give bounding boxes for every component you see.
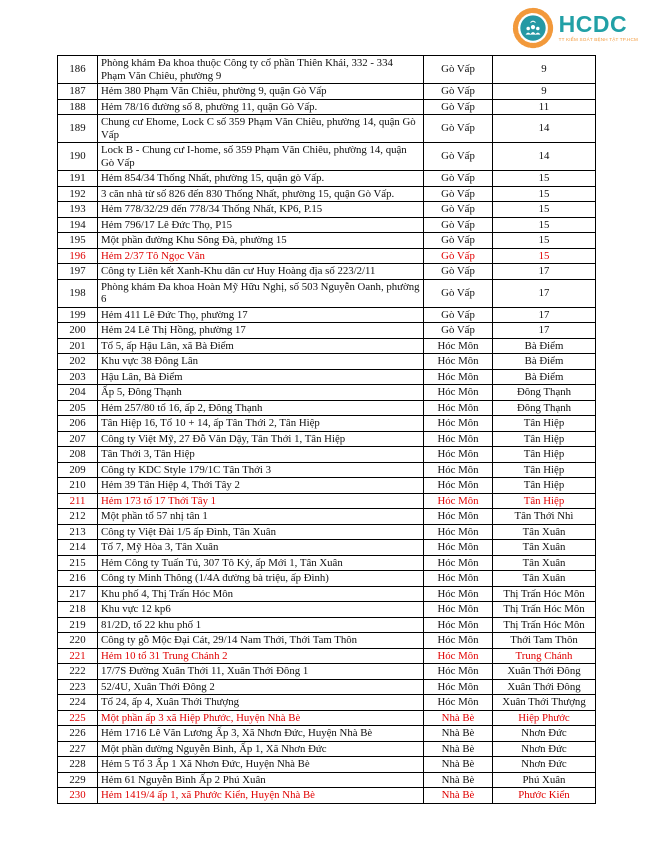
row-number: 199 (58, 307, 98, 323)
table-row (58, 279, 596, 307)
row-address: Hậu Lân, Bà Điểm (98, 369, 424, 385)
hcdc-logo-textwrap (559, 13, 638, 42)
row-ward: Nhơn Đức (493, 757, 596, 773)
row-ward: Xuân Thới Đông (493, 664, 596, 680)
row-address: Khu vực 38 Đông Lân (98, 354, 424, 370)
table-row (58, 772, 596, 788)
row-number: 213 (58, 524, 98, 540)
row-address: Phòng khám Đa khoa thuộc Công ty cổ phần Thiên Khái, 332 - 334 Phạm Văn Chiêu, phường 9 (98, 56, 424, 84)
row-district: Hóc Môn (424, 679, 493, 695)
table-row (58, 84, 596, 100)
row-district: Nhà Bè (424, 726, 493, 742)
row-number: 187 (58, 84, 98, 100)
row-address: Hẻm 257/80 tổ 16, ấp 2, Đông Thạnh (98, 400, 424, 416)
row-ward: Tân Thới Nhì (493, 509, 596, 525)
row-district: Gò Vấp (424, 99, 493, 115)
table-row (58, 202, 596, 218)
table-row (58, 726, 596, 742)
row-ward: Xuân Thới Thượng (493, 695, 596, 711)
table-row (58, 447, 596, 463)
row-district: Nhà Bè (424, 772, 493, 788)
hcdc-logo-icon (512, 7, 554, 49)
row-address: Hẻm Công ty Tuấn Tú, 307 Tô Ký, ấp Mới 1, Tân Xuân (98, 555, 424, 571)
row-ward: Tân Hiệp (493, 478, 596, 494)
hcdc-logo (512, 7, 638, 49)
row-number: 189 (58, 115, 98, 143)
row-address: Công ty Việt Đài 1/5 ấp Đình, Tân Xuân (98, 524, 424, 540)
table-row (58, 354, 596, 370)
row-address: Khu phố 4, Thị Trấn Hóc Môn (98, 586, 424, 602)
row-address: Một phần ấp 3 xã Hiệp Phước, Huyện Nhà Bè (98, 710, 424, 726)
row-number: 226 (58, 726, 98, 742)
row-district: Gò Vấp (424, 323, 493, 339)
row-ward: 9 (493, 84, 596, 100)
table-row (58, 416, 596, 432)
row-number: 229 (58, 772, 98, 788)
table-row (58, 602, 596, 618)
row-address: Công ty Minh Thông (1/4A đường bà triệu, ấp Đình) (98, 571, 424, 587)
row-address: Một phần tổ 57 nhị tân 1 (98, 509, 424, 525)
row-number: 186 (58, 56, 98, 84)
table-row (58, 540, 596, 556)
row-address: Hẻm 1419/4 ấp 1, xã Phước Kiển, Huyện Nhà Bè (98, 788, 424, 804)
row-district: Hóc Môn (424, 555, 493, 571)
row-ward: Thị Trấn Hóc Môn (493, 602, 596, 618)
row-address: 17/7S Đường Xuân Thới 11, Xuân Thới Đông 1 (98, 664, 424, 680)
row-number: 210 (58, 478, 98, 494)
row-address: Công ty gỗ Mộc Đại Cát, 29/14 Nam Thới, Thới Tam Thôn (98, 633, 424, 649)
row-district: Hóc Môn (424, 478, 493, 494)
row-number: 219 (58, 617, 98, 633)
row-district: Gò Vấp (424, 143, 493, 171)
row-address: Một phần đường Khu Sông Đà, phường 15 (98, 233, 424, 249)
row-ward: Thị Trấn Hóc Môn (493, 586, 596, 602)
table-row (58, 186, 596, 202)
row-number: 206 (58, 416, 98, 432)
row-ward: 15 (493, 171, 596, 187)
row-address: Công ty Việt Mỹ, 27 Đỗ Văn Dậy, Tân Thới 1, Tân Hiệp (98, 431, 424, 447)
row-ward: 15 (493, 217, 596, 233)
table-row (58, 710, 596, 726)
row-ward: 17 (493, 307, 596, 323)
row-district: Hóc Môn (424, 695, 493, 711)
row-district: Hóc Môn (424, 416, 493, 432)
table-row (58, 143, 596, 171)
table-row (58, 509, 596, 525)
row-ward: Tân Hiệp (493, 416, 596, 432)
table-row (58, 478, 596, 494)
row-address: Công ty Liên kết Xanh-Khu dân cư Huy Hoàng địa số 223/2/11 (98, 264, 424, 280)
row-address: 81/2D, tổ 22 khu phố 1 (98, 617, 424, 633)
row-ward: 9 (493, 56, 596, 84)
row-district: Hóc Môn (424, 648, 493, 664)
table-row (58, 679, 596, 695)
row-district: Hóc Môn (424, 385, 493, 401)
row-district: Hóc Môn (424, 633, 493, 649)
row-address: Tổ 7, Mỹ Hòa 3, Tân Xuân (98, 540, 424, 556)
row-district: Hóc Môn (424, 447, 493, 463)
row-address: Hẻm 39 Tân Hiệp 4, Thới Tây 2 (98, 478, 424, 494)
row-ward: Đông Thạnh (493, 400, 596, 416)
row-address: Tân Thới 3, Tân Hiệp (98, 447, 424, 463)
row-ward: Tân Xuân (493, 524, 596, 540)
row-address: Hẻm 78/16 đường số 8, phường 11, quận Gò Vấp. (98, 99, 424, 115)
row-number: 202 (58, 354, 98, 370)
row-ward: Thới Tam Thôn (493, 633, 596, 649)
row-address: Chung cư Ehome, Lock C số 359 Phạm Văn Chiêu, phường 14, quận Gò Vấp (98, 115, 424, 143)
row-district: Hóc Môn (424, 664, 493, 680)
row-address: Hẻm 10 tổ 31 Trung Chánh 2 (98, 648, 424, 664)
row-number: 204 (58, 385, 98, 401)
row-district: Hóc Môn (424, 462, 493, 478)
row-ward: Hiệp Phước (493, 710, 596, 726)
row-district: Gò Vấp (424, 279, 493, 307)
row-ward: 15 (493, 233, 596, 249)
table-row (58, 338, 596, 354)
row-ward: Tân Xuân (493, 571, 596, 587)
row-district: Nhà Bè (424, 757, 493, 773)
row-address: Hẻm 380 Phạm Văn Chiêu, phường 9, quận Gò Vấp (98, 84, 424, 100)
row-ward: Phước Kiển (493, 788, 596, 804)
row-address: Hẻm 778/32/29 đến 778/34 Thống Nhất, KP6, P.15 (98, 202, 424, 218)
row-ward: Tân Xuân (493, 555, 596, 571)
table-row (58, 788, 596, 804)
table-row (58, 617, 596, 633)
row-number: 218 (58, 602, 98, 618)
row-district: Gò Vấp (424, 217, 493, 233)
row-district: Nhà Bè (424, 741, 493, 757)
table-row (58, 264, 596, 280)
row-number: 205 (58, 400, 98, 416)
row-ward: Nhơn Đức (493, 741, 596, 757)
row-address: Hẻm 411 Lê Đức Thọ, phường 17 (98, 307, 424, 323)
row-ward: Tân Hiệp (493, 431, 596, 447)
table-row (58, 757, 596, 773)
row-address: Một phần đường Nguyễn Bình, Ấp 1, Xã Nhơn Đức (98, 741, 424, 757)
row-ward: Nhơn Đức (493, 726, 596, 742)
table-row (58, 648, 596, 664)
row-address: 52/4U, Xuân Thới Đông 2 (98, 679, 424, 695)
table-row (58, 664, 596, 680)
row-address: Hẻm 796/17 Lê Đức Thọ, P15 (98, 217, 424, 233)
row-district: Hóc Môn (424, 617, 493, 633)
table-row (58, 431, 596, 447)
row-district: Hóc Môn (424, 524, 493, 540)
row-number: 196 (58, 248, 98, 264)
row-address: Hẻm 1716 Lê Văn Lương Ấp 3, Xã Nhơn Đức, Huyện Nhà Bè (98, 726, 424, 742)
row-district: Gò Vấp (424, 248, 493, 264)
row-district: Gò Vấp (424, 264, 493, 280)
row-ward: Thị Trấn Hóc Môn (493, 617, 596, 633)
row-number: 221 (58, 648, 98, 664)
row-district: Nhà Bè (424, 710, 493, 726)
row-number: 207 (58, 431, 98, 447)
row-address: Hẻm 173 tổ 17 Thới Tây 1 (98, 493, 424, 509)
row-address: Hẻm 61 Nguyễn Bình Ấp 2 Phú Xuân (98, 772, 424, 788)
row-address: Tổ 24, ấp 4, Xuân Thới Thượng (98, 695, 424, 711)
row-address: Hẻm 5 Tổ 3 Ấp 1 Xã Nhơn Đức, Huyện Nhà Bè (98, 757, 424, 773)
row-district: Hóc Môn (424, 493, 493, 509)
row-address: Hẻm 854/34 Thống Nhất, phường 15, quận gò Vấp. (98, 171, 424, 187)
row-number: 209 (58, 462, 98, 478)
row-number: 208 (58, 447, 98, 463)
table-row (58, 633, 596, 649)
row-district: Gò Vấp (424, 202, 493, 218)
row-district: Gò Vấp (424, 186, 493, 202)
row-address: Hẻm 24 Lê Thị Hồng, phường 17 (98, 323, 424, 339)
row-ward: Bà Điểm (493, 354, 596, 370)
row-number: 200 (58, 323, 98, 339)
row-number: 225 (58, 710, 98, 726)
locations-table (57, 55, 596, 804)
row-number: 211 (58, 493, 98, 509)
row-ward: 14 (493, 115, 596, 143)
row-ward: Trung Chánh (493, 648, 596, 664)
row-district: Gò Vấp (424, 115, 493, 143)
row-ward: Phú Xuân (493, 772, 596, 788)
row-district: Hóc Môn (424, 509, 493, 525)
table-row (58, 400, 596, 416)
row-ward: 17 (493, 323, 596, 339)
row-district: Hóc Môn (424, 602, 493, 618)
row-address: 3 căn nhà từ số 826 đến 830 Thống Nhất, phường 15, quận Gò Vấp. (98, 186, 424, 202)
row-ward: Tân Hiệp (493, 447, 596, 463)
table-row (58, 171, 596, 187)
table-row (58, 217, 596, 233)
row-number: 230 (58, 788, 98, 804)
row-number: 217 (58, 586, 98, 602)
row-ward: 17 (493, 279, 596, 307)
table-row (58, 695, 596, 711)
row-district: Gò Vấp (424, 307, 493, 323)
row-ward: 17 (493, 264, 596, 280)
row-district: Gò Vấp (424, 56, 493, 84)
row-number: 201 (58, 338, 98, 354)
row-ward: Bà Điểm (493, 369, 596, 385)
row-ward: Đông Thạnh (493, 385, 596, 401)
table-row (58, 571, 596, 587)
table-row (58, 385, 596, 401)
row-ward: Bà Điểm (493, 338, 596, 354)
table-row (58, 307, 596, 323)
row-number: 220 (58, 633, 98, 649)
table-row (58, 115, 596, 143)
table-row (58, 462, 596, 478)
row-ward: 15 (493, 248, 596, 264)
row-address: Lock B - Chung cư I-home, số 359 Phạm Văn Chiêu, phường 14, quận Gò Vấp (98, 143, 424, 171)
row-number: 212 (58, 509, 98, 525)
row-district: Nhà Bè (424, 788, 493, 804)
row-number: 190 (58, 143, 98, 171)
row-district: Hóc Môn (424, 400, 493, 416)
table-row (58, 323, 596, 339)
row-district: Hóc Môn (424, 338, 493, 354)
row-address: Ấp 5, Đông Thạnh (98, 385, 424, 401)
row-number: 216 (58, 571, 98, 587)
row-number: 224 (58, 695, 98, 711)
table-row (58, 555, 596, 571)
row-number: 197 (58, 264, 98, 280)
row-address: Phòng khám Đa khoa Hoàn Mỹ Hữu Nghị, số 503 Nguyễn Oanh, phường 6 (98, 279, 424, 307)
hcdc-logo-subtext: TT KIỂM SOÁT BỆNH TẬT TP.HCM (558, 36, 638, 42)
row-number: 188 (58, 99, 98, 115)
row-ward: 14 (493, 143, 596, 171)
row-ward: 15 (493, 186, 596, 202)
table-row (58, 586, 596, 602)
row-ward: Tân Hiệp (493, 462, 596, 478)
table-row (58, 99, 596, 115)
table-row (58, 56, 596, 84)
row-number: 228 (58, 757, 98, 773)
row-address: Khu vực 12 kp6 (98, 602, 424, 618)
table-row (58, 248, 596, 264)
row-district: Hóc Môn (424, 354, 493, 370)
row-district: Hóc Môn (424, 369, 493, 385)
row-number: 223 (58, 679, 98, 695)
table-row (58, 369, 596, 385)
row-number: 215 (58, 555, 98, 571)
row-number: 222 (58, 664, 98, 680)
row-number: 194 (58, 217, 98, 233)
row-district: Hóc Môn (424, 540, 493, 556)
page-header (0, 0, 650, 55)
row-district: Hóc Môn (424, 571, 493, 587)
row-district: Gò Vấp (424, 233, 493, 249)
table-row (58, 524, 596, 540)
row-number: 193 (58, 202, 98, 218)
row-address: Tổ 5, ấp Hậu Lân, xã Bà Điểm (98, 338, 424, 354)
hcdc-logo-text: HCDC (558, 11, 628, 38)
table-row (58, 741, 596, 757)
row-number: 227 (58, 741, 98, 757)
row-ward: 15 (493, 202, 596, 218)
locations-table-body (58, 56, 596, 804)
row-district: Hóc Môn (424, 586, 493, 602)
row-district: Hóc Môn (424, 431, 493, 447)
table-row (58, 493, 596, 509)
row-number: 192 (58, 186, 98, 202)
row-ward: Tân Hiệp (493, 493, 596, 509)
row-number: 203 (58, 369, 98, 385)
row-number: 198 (58, 279, 98, 307)
table-row (58, 233, 596, 249)
row-address: Tân Hiệp 16, Tổ 10 + 14, ấp Tân Thới 2, Tân Hiệp (98, 416, 424, 432)
row-number: 191 (58, 171, 98, 187)
row-number: 195 (58, 233, 98, 249)
row-district: Gò Vấp (424, 84, 493, 100)
row-ward: Tân Xuân (493, 540, 596, 556)
row-address: Công ty KDC Style 179/1C Tân Thới 3 (98, 462, 424, 478)
row-address: Hẻm 2/37 Tô Ngọc Vân (98, 248, 424, 264)
row-district: Gò Vấp (424, 171, 493, 187)
row-number: 214 (58, 540, 98, 556)
row-ward: Xuân Thới Đông (493, 679, 596, 695)
row-ward: 11 (493, 99, 596, 115)
